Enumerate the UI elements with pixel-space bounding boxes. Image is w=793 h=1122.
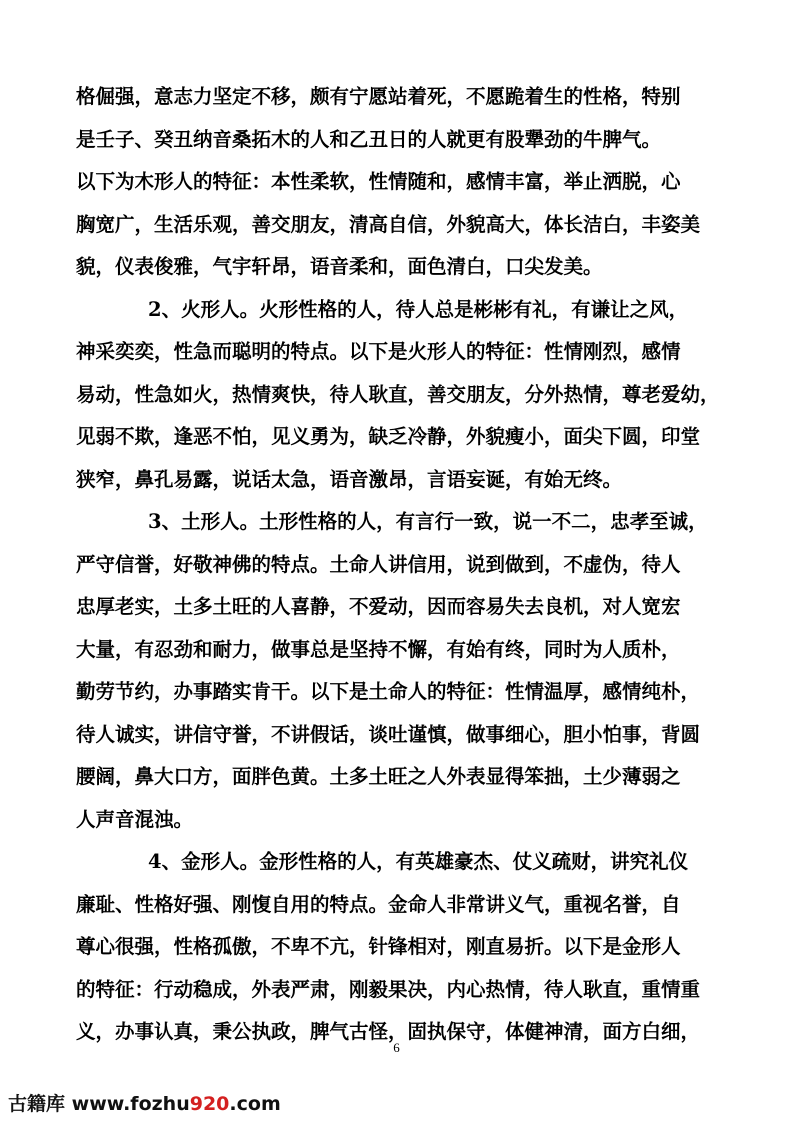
- site-watermark: [8, 1090, 281, 1118]
- text-line: 严守信誉，好敬神佛的特点。土命人讲信用，说到做到，不虚伪，待人: [76, 552, 681, 576]
- text-line: 3、土形人。土形性格的人，有言行一致，说一不二，忠孝至诚，: [148, 510, 708, 533]
- page-number: 6: [393, 1040, 400, 1055]
- text-line: 忠厚老实，土多土旺的人喜静，不爱动，因而容易失去良机，对人宽宏: [76, 595, 681, 618]
- text-line: 4、金形人。金形性格的人，有英雄豪杰、仗义疏财，讲究礼仪: [148, 850, 689, 873]
- text-line: 待人诚实，讲信守誉，不讲假话，谈吐谨慎，做事细心，胆小怕事，背圆: [76, 722, 701, 746]
- text-line: 是壬子、癸丑纳音桑拓木的人和乙丑日的人就更有股犟劲的牛脾气。: [76, 127, 662, 151]
- text-line: 格倔强，意志力坚定不移，颇有宁愿站着死，不愿跪着生的性格，特别: [76, 85, 681, 108]
- page-body: [76, 76, 720, 1054]
- text-line: 勤劳节约，办事踏实肯干。以下是土命人的特征：性情温厚，感情纯朴，: [76, 680, 701, 703]
- text-line: 见弱不欺，逢恶不怕，见义勇为，缺乏冷静，外貌瘦小，面尖下圆，印堂: [76, 425, 701, 448]
- text-line: 尊心很强，性格孤傲，不卑不亢，针锋相对，刚直易折。以下是金形人: [76, 935, 681, 958]
- text-line: 神采奕奕，性急而聪明的特点。以下是火形人的特征：性情刚烈，感情: [76, 340, 681, 363]
- text-line: 腰阔，鼻大口方，面胖色黄。土多土旺之人外表显得笨拙，土少薄弱之: [76, 765, 681, 788]
- text-line: 义，办事认真，秉公执政，脾气古怪，固执保守，体健神清，面方白细，: [76, 1020, 701, 1043]
- text-line: 胸宽广，生活乐观，善交朋友，清高自信，外貌高大，体长洁白，丰姿美: [76, 212, 701, 236]
- text-line: 貌，仪表俊雅，气宇轩昂，语音柔和，面色清白，口尖发美。: [76, 255, 603, 278]
- text-line: 人声音混浊。: [76, 807, 194, 831]
- text-line: 易动，性急如火，热情爽快，待人耿直，善交朋友，分外热情，尊老爱幼，: [76, 382, 720, 406]
- text-line: 2、火形人。火形性格的人，待人总是彬彬有礼，有谦让之风，: [148, 297, 689, 321]
- text-line: 以下为木形人的特征：本性柔软，性情随和，感情丰富，举止洒脱，心: [76, 170, 681, 193]
- watermark-site-name: 古籍库: [8, 1093, 66, 1115]
- text-line: 狭窄，鼻孔易露，说话太急，语音激昂，言语妄诞，有始无终。: [76, 467, 623, 491]
- watermark-url-prefix: www.fozhu: [71, 1093, 190, 1115]
- text-line: 大量，有忍劲和耐力，做事总是坚持不懈，有始有终，同时为人质朴，: [76, 637, 681, 661]
- watermark-url-digits: 920: [189, 1093, 230, 1115]
- text-line: 的特征：行动稳成，外表严肃，刚毅果决，内心热情，待人耿直，重情重: [76, 977, 701, 1001]
- watermark-url-suffix: .com: [229, 1093, 281, 1115]
- text-line: 廉耻、性格好强、刚愎自用的特点。金命人非常讲义气，重视名誉，自: [76, 892, 681, 916]
